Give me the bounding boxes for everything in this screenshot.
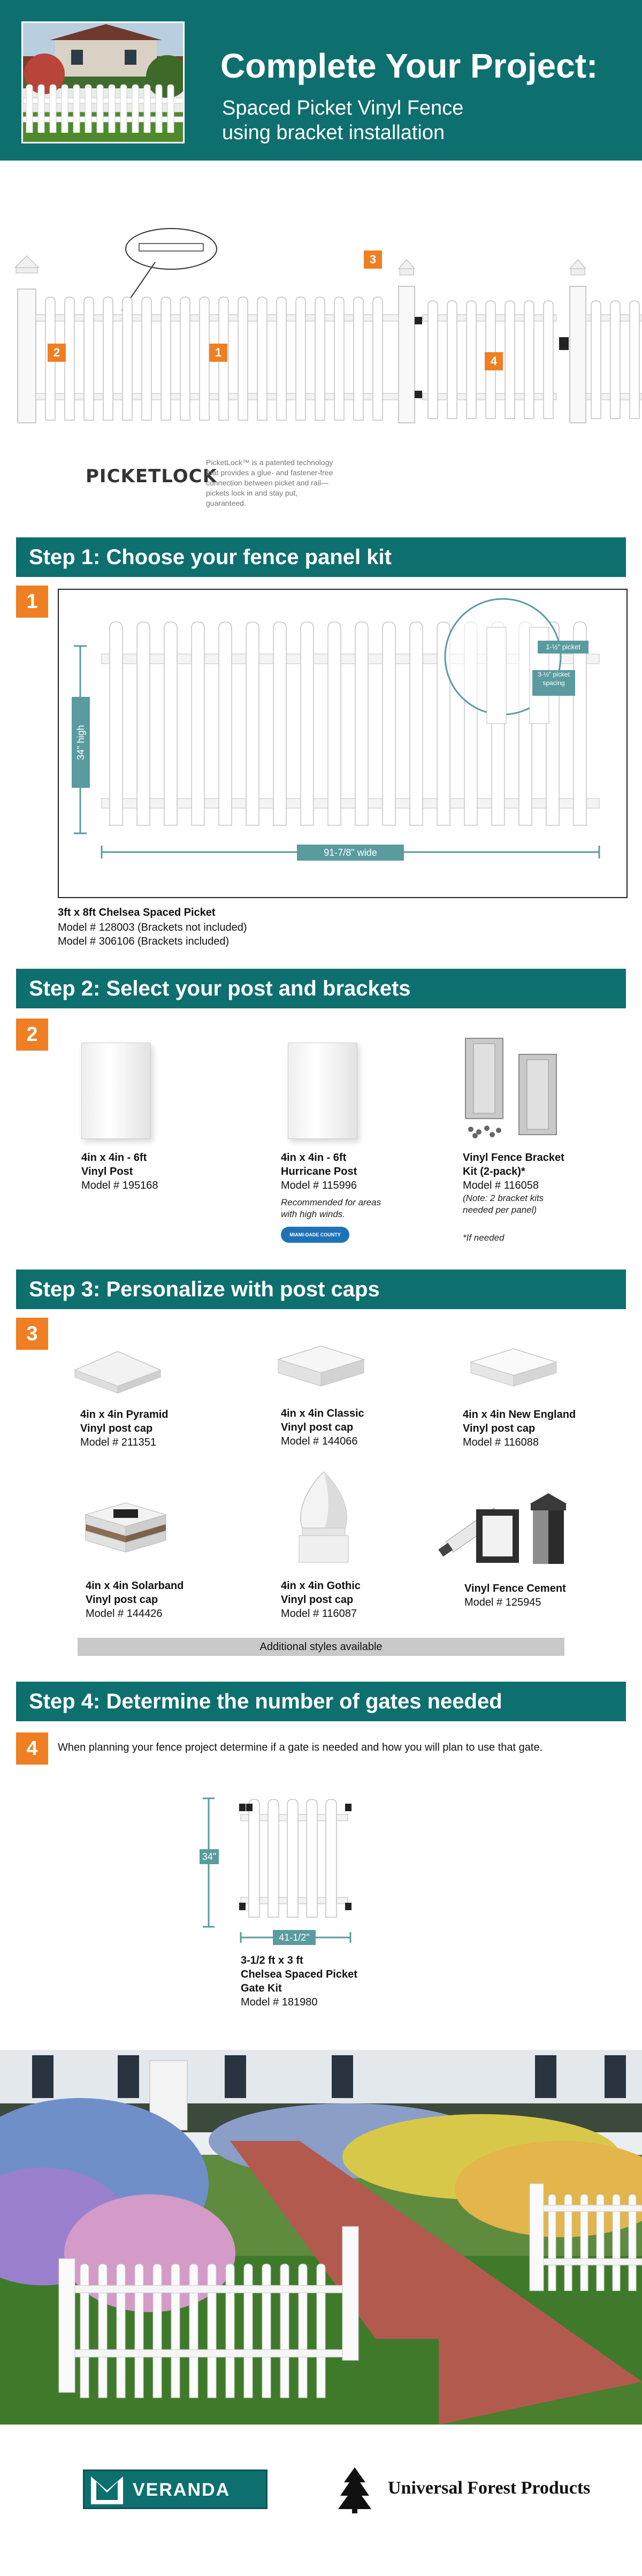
post-middle bbox=[399, 286, 415, 423]
bracket-kit-label: Vinyl Fence Bracket Kit (2-pack)* Model # 116058 (Note: 2 bracket kits needed per panel) *If needed bbox=[463, 1152, 564, 1243]
fence-cement-label: Vinyl Fence Cement Model # 125945 bbox=[464, 1583, 566, 1608]
picket bbox=[117, 2264, 125, 2398]
panel-height-label: 34" high bbox=[72, 697, 90, 788]
footer bbox=[0, 2425, 642, 2576]
new-england-cap-image bbox=[460, 1343, 567, 1392]
new-england-cap-label: 4in x 4in New England Vinyl post cap Model # 116088 bbox=[463, 1409, 576, 1448]
hurricane-post-label: 4in x 4in - 6ft Hurricane Post Model # 115996 Recommended for areas with high winds. MIAMI-DADE COUNTY APPROVED bbox=[281, 1152, 381, 1254]
picket-spacing-label: 3-½" picket spacing bbox=[532, 670, 575, 696]
picket bbox=[26, 85, 33, 135]
picket bbox=[132, 85, 139, 135]
picket bbox=[301, 622, 314, 825]
header-banner bbox=[0, 0, 642, 161]
picket bbox=[315, 297, 325, 420]
picket bbox=[180, 297, 190, 420]
veranda-mark-icon bbox=[91, 2476, 123, 2504]
picket bbox=[110, 622, 123, 825]
picket bbox=[299, 2264, 307, 2398]
picket bbox=[103, 297, 113, 420]
gate-kit-label: 3-1/2 ft x 3 ft Chelsea Spaced Picket Gate Kit Model # 181980 bbox=[241, 1955, 357, 2008]
picket bbox=[123, 297, 132, 420]
picket bbox=[62, 85, 68, 135]
classic-cap-label: 4in x 4in Classic Vinyl post cap Model # 144066 bbox=[281, 1408, 364, 1447]
picket bbox=[273, 622, 286, 825]
picket bbox=[208, 2264, 216, 2398]
tree-logo-icon bbox=[336, 2466, 373, 2514]
bracket-kit-image bbox=[460, 1033, 578, 1140]
picket bbox=[410, 622, 423, 825]
subtitle-line-2: using bracket installation bbox=[222, 121, 445, 144]
picket bbox=[226, 2264, 234, 2398]
page-subtitle bbox=[222, 96, 597, 145]
picket bbox=[544, 301, 553, 419]
fence-cement-image bbox=[433, 1483, 578, 1568]
picket bbox=[355, 622, 368, 825]
post-cap-left bbox=[15, 256, 39, 268]
picket bbox=[287, 1799, 298, 1917]
bracket-kit-svg bbox=[460, 1033, 578, 1140]
picket bbox=[120, 85, 127, 135]
picket bbox=[164, 622, 177, 825]
picket bbox=[80, 2264, 89, 2398]
post-right bbox=[570, 286, 586, 423]
picket bbox=[192, 622, 204, 825]
picket bbox=[630, 301, 639, 419]
fence-house-illustration bbox=[23, 23, 185, 143]
picket bbox=[277, 297, 286, 420]
callout-1: 1 bbox=[209, 344, 227, 362]
ufp-wordmark: Universal Forest Products bbox=[388, 2478, 591, 2498]
picket bbox=[505, 301, 515, 419]
step-4-header: Step 4: Determine the number of gates needed bbox=[16, 1682, 626, 1721]
step-1-number: 1 bbox=[16, 586, 48, 618]
step-2-header: Step 2: Select your post and brackets bbox=[16, 969, 626, 1008]
picket bbox=[373, 297, 383, 420]
hurricane-post-image bbox=[288, 1043, 357, 1139]
picket bbox=[171, 2264, 180, 2398]
step-4-number: 4 bbox=[16, 1732, 48, 1765]
step-1-panel-box bbox=[58, 589, 628, 898]
picket bbox=[98, 2264, 107, 2398]
picketlock-logo: PICKETLOCK bbox=[86, 466, 217, 487]
callout-4: 4 bbox=[485, 352, 503, 370]
picket bbox=[328, 622, 341, 825]
step-1-header: Step 1: Choose your fence panel kit bbox=[16, 537, 626, 577]
step-2-number: 2 bbox=[16, 1019, 48, 1051]
picket bbox=[65, 297, 74, 420]
picket bbox=[200, 297, 209, 420]
pyramid-cap-label: 4in x 4in Pyramid Vinyl post cap Model # 211351 bbox=[80, 1409, 169, 1448]
picket bbox=[109, 85, 115, 135]
picket bbox=[524, 301, 534, 419]
picket bbox=[262, 2264, 271, 2398]
picket bbox=[50, 85, 56, 135]
picket bbox=[135, 2264, 143, 2398]
additional-styles-bar: Additional styles available bbox=[78, 1638, 564, 1656]
picket bbox=[447, 301, 457, 419]
solarband-cap-label: 4in x 4in Solarband Vinyl post cap Model # 144426 bbox=[86, 1580, 184, 1620]
classic-cap-image bbox=[268, 1343, 374, 1392]
page-title: Complete Your Project: bbox=[220, 47, 598, 85]
picket bbox=[167, 85, 174, 135]
picket-width-label: 1-½" picket bbox=[538, 641, 588, 654]
panel-width-label: 91-7/8" wide bbox=[297, 845, 404, 861]
miami-dade-badge: MIAMI-DADE COUNTY APPROVED bbox=[281, 1227, 349, 1243]
gate-kit-illustration bbox=[195, 1788, 409, 1948]
picket bbox=[244, 2264, 253, 2398]
picket bbox=[38, 85, 44, 135]
picket bbox=[296, 297, 305, 420]
vinyl-post-label: 4in x 4in - 6ft Vinyl Post Model # 195168 bbox=[81, 1152, 158, 1191]
picket bbox=[307, 1799, 317, 1917]
gate-width-label: 41-1/2" bbox=[273, 1930, 316, 1945]
step-3-header: Step 3: Personalize with post caps bbox=[16, 1270, 626, 1309]
picket bbox=[249, 1799, 259, 1917]
picket bbox=[156, 85, 162, 135]
picket bbox=[144, 85, 150, 135]
picket bbox=[467, 301, 476, 419]
callout-2: 2 bbox=[48, 344, 66, 362]
picket bbox=[137, 622, 150, 825]
gothic-cap-image bbox=[292, 1469, 356, 1566]
step-3-number: 3 bbox=[16, 1318, 48, 1350]
gothic-cap-label: 4in x 4in Gothic Vinyl post cap Model # 116087 bbox=[281, 1580, 361, 1620]
panel-product-name: 3ft x 8ft Chelsea Spaced Picket bbox=[58, 907, 216, 918]
veranda-wordmark: VERANDA bbox=[133, 2480, 231, 2500]
picket bbox=[280, 2264, 289, 2398]
panel-model-a: Model # 128003 (Brackets not included) bbox=[58, 922, 247, 933]
step-4-intro: When planning your fence project determine if a gate is needed and how you will plan to use that gate. bbox=[58, 1742, 543, 1753]
picket bbox=[268, 1799, 279, 1917]
picket bbox=[238, 297, 248, 420]
picket bbox=[73, 85, 80, 135]
garden-photo bbox=[0, 2050, 642, 2425]
picket bbox=[97, 85, 103, 135]
picket bbox=[317, 2264, 325, 2398]
picket bbox=[354, 297, 363, 420]
picket bbox=[591, 301, 601, 419]
picket bbox=[142, 297, 151, 420]
post-left bbox=[18, 289, 36, 423]
picket bbox=[161, 297, 171, 420]
picket bbox=[219, 622, 232, 825]
pyramid-cap-image bbox=[70, 1346, 166, 1394]
picket bbox=[153, 2264, 162, 2398]
picket bbox=[428, 301, 438, 419]
picket bbox=[189, 2264, 198, 2398]
picket bbox=[85, 85, 91, 135]
picket bbox=[246, 622, 259, 825]
veranda-logo bbox=[83, 2469, 268, 2509]
picket bbox=[610, 301, 620, 419]
gate-height-label: 34" bbox=[200, 1849, 219, 1864]
picket bbox=[257, 297, 267, 420]
hero-photo bbox=[21, 21, 185, 143]
picket bbox=[84, 297, 94, 420]
panel-model-b: Model # 306106 (Brackets included) bbox=[58, 936, 230, 947]
subtitle-line-1: Spaced Picket Vinyl Fence bbox=[222, 97, 464, 119]
solarband-cap-image bbox=[75, 1499, 177, 1557]
picket bbox=[326, 1799, 337, 1917]
vinyl-post-image bbox=[81, 1043, 151, 1139]
callout-3: 3 bbox=[364, 250, 382, 269]
picket bbox=[334, 297, 344, 420]
picket bbox=[383, 622, 395, 825]
picketlock-note: PicketLock™ is a patented technology that provides a glue- and fastener-free connection between picket and rail—pickets lock in and stay put, guaranteed. bbox=[206, 458, 333, 507]
